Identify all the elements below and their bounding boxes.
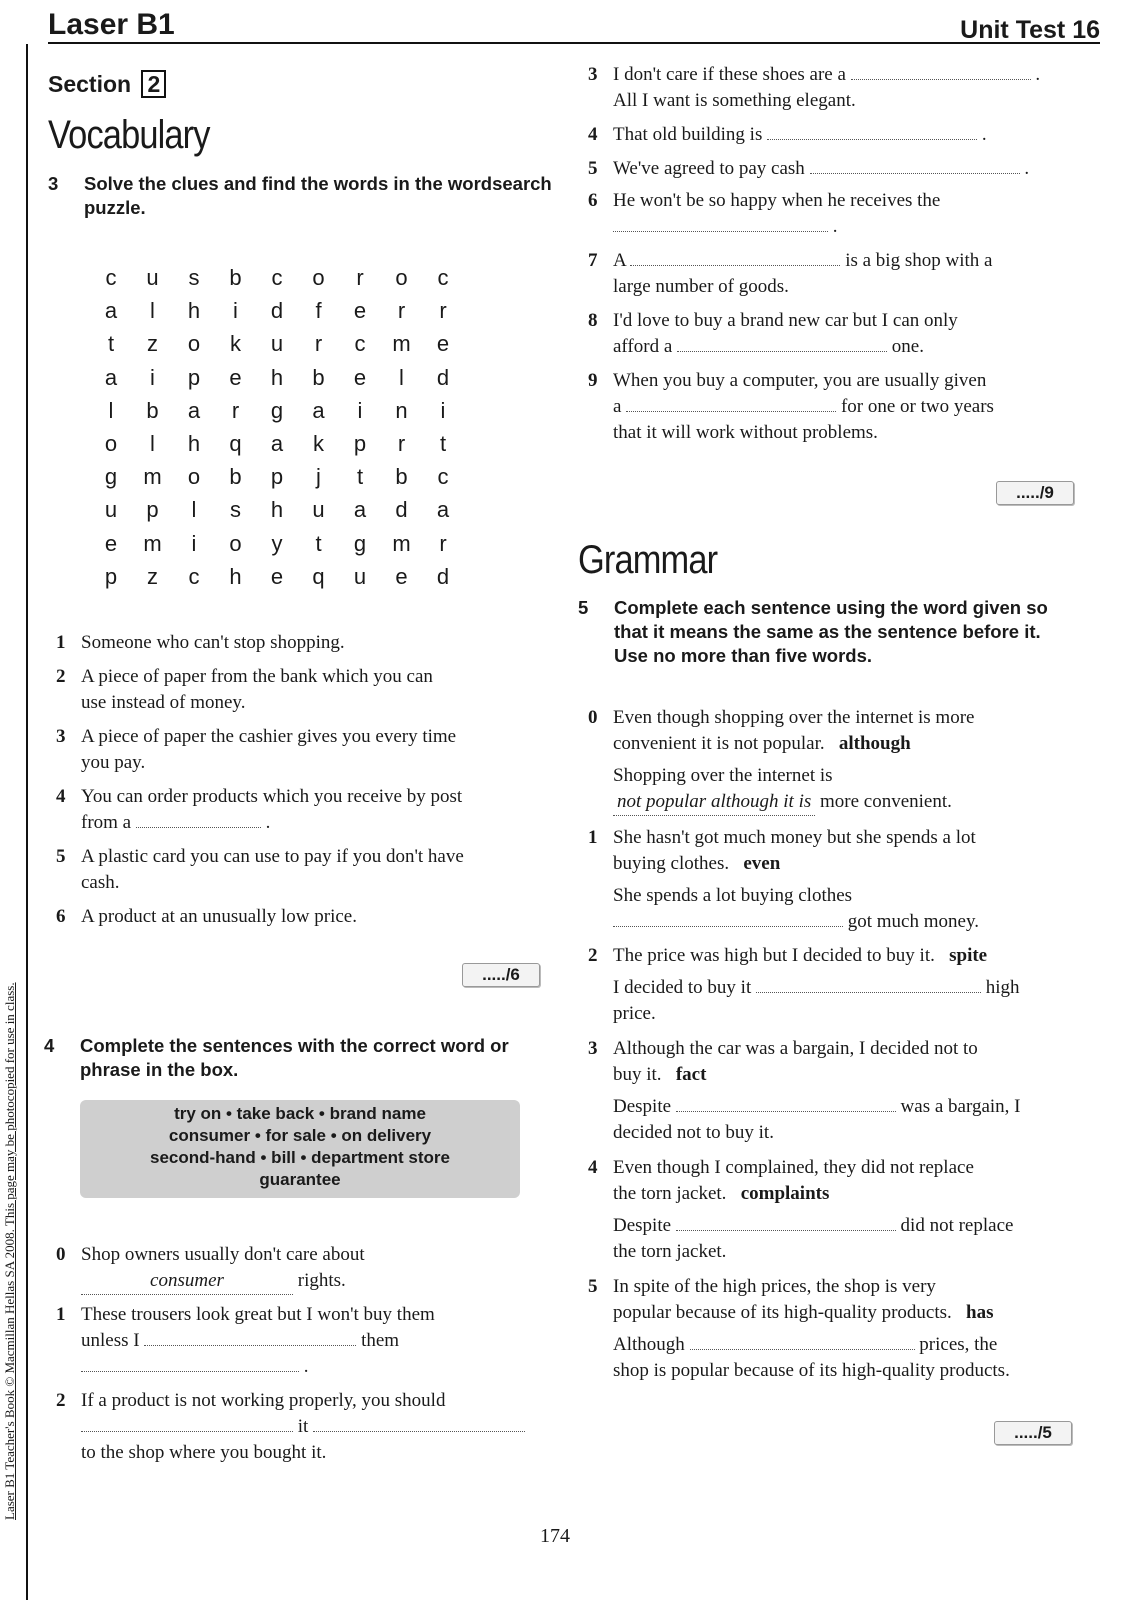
item-number: 1 xyxy=(56,1304,66,1325)
item-fragment: convenient it is not popular. xyxy=(613,733,825,754)
item-text: that it will work without problems. xyxy=(613,422,878,443)
item-fragment: A xyxy=(613,250,626,271)
wordsearch-letter[interactable]: m xyxy=(143,530,162,556)
wordsearch-letter[interactable]: o xyxy=(187,464,201,490)
clue-number: 6 xyxy=(56,906,66,927)
wordsearch-letter[interactable]: e xyxy=(353,298,367,324)
ex5-item-0 xyxy=(588,705,1088,816)
clue-text: You can order products which you receive by post xyxy=(81,786,463,807)
wordsearch-letter[interactable]: l xyxy=(150,298,155,324)
word-box xyxy=(80,1100,520,1198)
wordsearch-letter[interactable]: a xyxy=(104,364,118,390)
item-text xyxy=(613,122,1088,148)
item-text xyxy=(613,156,1088,182)
wordsearch-letter[interactable]: l xyxy=(108,397,114,423)
rewrite-text xyxy=(613,909,1088,935)
answer-blank[interactable] xyxy=(690,1333,915,1350)
word-box-line: second-hand • bill • department store xyxy=(150,1148,450,1167)
wordsearch-letter[interactable]: p xyxy=(187,364,201,390)
score-box-ex3: ...../6 xyxy=(462,963,540,987)
wordsearch-letter[interactable]: u xyxy=(312,497,325,523)
wordsearch-letter[interactable]: e xyxy=(270,563,284,589)
item-text: She hasn't got much money but she spends a lot xyxy=(613,827,976,848)
exercise-number: 5 xyxy=(578,597,589,618)
wordsearch-letter[interactable]: p xyxy=(146,497,159,523)
item-text xyxy=(613,851,1088,877)
answer-blank[interactable] xyxy=(613,910,843,927)
ex5-item-1 xyxy=(588,825,1088,935)
score-box-ex5: ...../5 xyxy=(994,1421,1072,1445)
item-text xyxy=(613,1181,1088,1207)
item-fragment: got much money. xyxy=(847,911,979,932)
item-text xyxy=(613,62,1088,88)
wordsearch-letter[interactable]: r xyxy=(231,397,240,423)
answer-blank[interactable] xyxy=(144,1329,356,1346)
wordsearch-letter[interactable]: t xyxy=(107,331,115,357)
wordsearch-letter[interactable]: g xyxy=(353,530,367,556)
item-number: 2 xyxy=(588,945,598,966)
wordsearch-row xyxy=(96,564,466,597)
wordsearch-letter[interactable]: e xyxy=(436,331,450,357)
item-fragment: buy it. xyxy=(613,1064,662,1085)
wordsearch-letter[interactable]: t xyxy=(439,431,447,456)
clue-number: 1 xyxy=(56,632,66,653)
item-fragment: for one or two years xyxy=(840,396,994,417)
item-text xyxy=(613,334,1088,360)
wordsearch-row xyxy=(96,398,466,431)
item-fragment: Although xyxy=(613,1334,685,1355)
item-text: to the shop where you bought it. xyxy=(81,1442,327,1463)
item-text xyxy=(613,731,1088,757)
wordsearch-row xyxy=(96,464,466,497)
item-number: 8 xyxy=(588,310,598,331)
item-fragment: The price was high but I decided to buy it. xyxy=(613,945,935,966)
wordsearch-letter[interactable]: r xyxy=(397,298,406,324)
rewrite-text: shop is popular because of its high-quality products. xyxy=(613,1360,1010,1381)
item-number: 0 xyxy=(56,1244,66,1265)
clue-4 xyxy=(56,784,556,836)
clue-text: A piece of paper the cashier gives you every time xyxy=(81,726,457,747)
item-number: 3 xyxy=(588,1038,598,1059)
rewrite-text: decided not to buy it. xyxy=(613,1122,774,1143)
clue-number: 5 xyxy=(56,846,66,867)
answer-blank[interactable] xyxy=(676,1095,896,1112)
item-text xyxy=(613,1300,1088,1326)
wordsearch-letter[interactable]: o xyxy=(312,265,325,290)
rewrite-text: the torn jacket. xyxy=(613,1241,727,1262)
item-text: If a product is not working properly, you should xyxy=(81,1390,446,1411)
wordsearch-letter[interactable]: b xyxy=(229,265,242,290)
page-number: 174 xyxy=(540,1525,570,1547)
item-text: I'd love to buy a brand new car but I can only xyxy=(613,310,958,331)
answer-blank[interactable] xyxy=(81,1355,299,1372)
item-number: 5 xyxy=(588,1276,598,1297)
clue-text: Someone who can't stop shopping. xyxy=(81,632,345,653)
vocabulary-heading: Vocabulary xyxy=(48,113,210,157)
rewrite-text: Shopping over the internet is xyxy=(613,765,833,786)
ex5-item-3 xyxy=(588,1036,1088,1146)
wordsearch-letter[interactable]: d xyxy=(436,364,450,390)
wordsearch-letter[interactable]: m xyxy=(143,464,162,490)
section-number: 2 xyxy=(141,70,166,98)
wordsearch-letter[interactable]: m xyxy=(392,530,411,556)
wordsearch-letter[interactable]: o xyxy=(395,265,408,290)
wordsearch-row xyxy=(96,431,466,464)
wordsearch-letter[interactable]: i xyxy=(191,530,197,556)
book-title: Laser B1 xyxy=(48,8,175,41)
wordsearch-letter[interactable]: c xyxy=(437,265,449,290)
wordsearch-row xyxy=(96,265,466,298)
clue-text: A piece of paper from the bank which you can xyxy=(81,666,433,687)
ex4-item-9 xyxy=(588,368,1088,446)
clue-3 xyxy=(56,724,556,776)
clue-text: A plastic card you can use to pay if you don't have xyxy=(81,846,464,867)
ex4-item-7 xyxy=(588,248,1088,300)
score-box-ex4: ...../9 xyxy=(996,481,1074,505)
copyright-note: Laser B1 Teacher's Book © Macmillan Hellas SA 2008. This page may be photocopied for use in class. xyxy=(2,982,17,1520)
word-box-line: consumer • for sale • on delivery xyxy=(168,1126,432,1145)
word-box-line: try on • take back • brand name xyxy=(174,1104,426,1123)
key-word: although xyxy=(838,733,911,754)
wordsearch-letter[interactable]: z xyxy=(147,563,158,589)
word-box-line: guarantee xyxy=(259,1170,341,1189)
wordsearch-letter[interactable]: b xyxy=(146,397,159,423)
rewrite-text xyxy=(613,1332,1088,1358)
wordsearch-letter[interactable]: q xyxy=(312,563,325,589)
answer-blank[interactable] xyxy=(676,1214,896,1231)
wordsearch-letter[interactable]: p xyxy=(353,431,367,456)
item-fragment: . xyxy=(303,1356,309,1377)
key-word: has xyxy=(966,1302,994,1323)
wordsearch-letter[interactable]: t xyxy=(315,530,322,556)
answer-blank[interactable] xyxy=(810,157,1020,174)
wordsearch-letter[interactable]: s xyxy=(230,497,241,523)
answer-blank[interactable] xyxy=(756,976,981,993)
wordsearch-letter[interactable]: u xyxy=(146,265,159,290)
item-fragment: it xyxy=(297,1416,309,1437)
wordsearch-letter[interactable]: h xyxy=(187,431,201,456)
answer-blank[interactable] xyxy=(136,811,261,828)
wordsearch-letter[interactable]: l xyxy=(150,431,155,456)
answer-blank[interactable] xyxy=(313,1415,525,1432)
wordsearch-letter[interactable]: r xyxy=(439,298,447,324)
item-fragment: is a big shop with a xyxy=(845,250,993,271)
item-fragment: . xyxy=(981,124,987,145)
ex5-item-2 xyxy=(588,943,1088,1027)
clue-number: 2 xyxy=(56,666,66,687)
key-word: fact xyxy=(675,1064,707,1085)
wordsearch-letter[interactable]: n xyxy=(395,397,408,423)
instruction-text: Solve the clues and find the words in the wordsearch puzzle. xyxy=(84,173,552,218)
wordsearch-row xyxy=(96,331,466,364)
item-fragment: the torn jacket. xyxy=(613,1183,727,1204)
rewrite-text xyxy=(613,1094,1088,1120)
item-text xyxy=(81,1328,556,1354)
key-word: complaints xyxy=(740,1183,830,1204)
item-fragment: Despite xyxy=(613,1215,672,1236)
wordsearch-letter[interactable]: o xyxy=(229,530,242,556)
item-fragment: I decided to buy it xyxy=(613,977,752,998)
clue-fragment: . xyxy=(265,812,271,833)
wordsearch-letter[interactable]: a xyxy=(104,298,118,324)
example-answer: not popular although it is xyxy=(613,789,815,816)
item-text xyxy=(81,1414,556,1440)
item-text: Even though I complained, they did not replace xyxy=(613,1157,974,1178)
item-fragment: rights. xyxy=(297,1270,346,1291)
wordsearch-row xyxy=(96,531,466,564)
wordsearch-letter[interactable]: j xyxy=(316,464,321,490)
wordsearch-letter[interactable]: h xyxy=(229,563,242,589)
item-fragment: popular because of its high-quality products. xyxy=(613,1302,952,1323)
ex4-item-3 xyxy=(588,62,1088,114)
wordsearch-letter[interactable]: d xyxy=(436,563,450,589)
item-fragment: afford a xyxy=(613,336,673,357)
exercise-3-instruction xyxy=(48,172,558,220)
wordsearch-letter[interactable]: i xyxy=(440,397,446,423)
ex4-item-8 xyxy=(588,308,1088,360)
rewrite-text xyxy=(613,789,1088,816)
item-fragment: more convenient. xyxy=(820,791,952,812)
wordsearch-letter[interactable]: m xyxy=(392,331,411,357)
wordsearch-letter[interactable]: a xyxy=(353,497,367,523)
example-answer: consumer xyxy=(81,1268,293,1295)
wordsearch-letter[interactable]: a xyxy=(312,397,325,423)
ex4-item-6 xyxy=(588,188,1088,240)
wordsearch-letter[interactable]: i xyxy=(150,364,155,390)
ex4-item-0 xyxy=(56,1242,556,1295)
wordsearch-letter[interactable]: p xyxy=(270,464,284,490)
wordsearch-letter[interactable]: c xyxy=(271,265,283,290)
answer-blank[interactable] xyxy=(613,215,828,232)
item-number: 4 xyxy=(588,124,598,145)
item-text: Shop owners usually don't care about xyxy=(81,1244,365,1265)
clue-1 xyxy=(56,630,556,656)
clue-5 xyxy=(56,844,556,896)
clue-number: 4 xyxy=(56,786,66,807)
page-header xyxy=(48,6,1100,44)
wordsearch-letter[interactable]: u xyxy=(104,497,118,523)
key-word: even xyxy=(743,853,781,874)
clue-number: 3 xyxy=(56,726,66,747)
item-fragment: I don't care if these shoes are a xyxy=(613,64,846,85)
wordsearch-letter[interactable]: r xyxy=(314,331,323,357)
ex5-item-5 xyxy=(588,1274,1088,1384)
item-fragment: That old building is xyxy=(613,124,763,145)
item-fragment: We've agreed to pay cash xyxy=(613,158,805,179)
wordsearch-row xyxy=(96,365,466,398)
wordsearch-letter[interactable]: e xyxy=(104,530,118,556)
item-fragment: . xyxy=(1024,158,1030,179)
wordsearch-letter[interactable]: d xyxy=(395,497,408,523)
wordsearch-letter[interactable]: r xyxy=(439,530,447,556)
wordsearch-row xyxy=(96,298,466,331)
item-fragment: . xyxy=(832,216,838,237)
answer-blank[interactable] xyxy=(677,335,887,352)
item-number: 9 xyxy=(588,370,598,391)
instruction-text: Complete the sentences with the correct word or phrase in the box. xyxy=(80,1035,509,1080)
clue-text xyxy=(81,810,556,836)
wordsearch-letter[interactable]: i xyxy=(233,298,238,324)
item-text xyxy=(81,1354,556,1380)
item-number: 0 xyxy=(588,707,598,728)
wordsearch-letter[interactable]: c xyxy=(188,563,200,589)
item-number: 5 xyxy=(588,158,598,179)
rewrite-text xyxy=(613,1213,1088,1239)
section-text: Section xyxy=(48,71,132,97)
wordsearch-letter[interactable]: u xyxy=(353,563,367,589)
item-text: These trousers look great but I won't buy them xyxy=(81,1304,435,1325)
wordsearch-letter[interactable]: d xyxy=(270,298,284,324)
item-fragment: . xyxy=(1035,64,1041,85)
wordsearch-letter[interactable]: o xyxy=(187,331,201,357)
item-text: He won't be so happy when he receives the xyxy=(613,190,941,211)
wordsearch-letter[interactable]: g xyxy=(104,464,118,490)
item-text xyxy=(613,394,1088,420)
item-text xyxy=(81,1268,556,1295)
answer-blank[interactable] xyxy=(630,249,840,266)
wordsearch-letter[interactable]: u xyxy=(270,331,284,357)
wordsearch-letter[interactable]: i xyxy=(357,397,363,423)
answer-blank[interactable] xyxy=(767,123,977,140)
wordsearch-letter[interactable]: q xyxy=(229,431,242,456)
wordsearch-letter[interactable]: e xyxy=(229,364,242,390)
item-text: Even though shopping over the internet is more xyxy=(613,707,975,728)
wordsearch-letter[interactable]: b xyxy=(395,464,408,490)
item-fragment: high xyxy=(985,977,1020,998)
wordsearch-letter[interactable]: a xyxy=(436,497,450,523)
item-fragment: one. xyxy=(891,336,924,357)
key-word: spite xyxy=(949,945,988,966)
wordsearch-letter[interactable]: k xyxy=(313,431,324,456)
item-fragment: prices, the xyxy=(919,1334,998,1355)
wordsearch-row xyxy=(96,497,466,530)
wordsearch-letter[interactable]: r xyxy=(356,265,364,290)
exercise-4-instruction xyxy=(44,1034,524,1082)
section-label xyxy=(48,70,166,98)
item-text: When you buy a computer, you are usually given xyxy=(613,370,987,391)
clue-text: you pay. xyxy=(81,752,146,773)
wordsearch-letter[interactable]: r xyxy=(397,431,406,456)
instruction-text: Complete each sentence using the word given so that it means the same as the sentence before it. Use no more than five words. xyxy=(614,597,1048,666)
rewrite-text: She spends a lot buying clothes xyxy=(613,885,853,906)
item-text: large number of goods. xyxy=(613,276,789,297)
rewrite-text: price. xyxy=(613,1003,656,1024)
answer-blank[interactable] xyxy=(81,1415,293,1432)
item-fragment: was a bargain, I xyxy=(900,1096,1021,1117)
wordsearch-letter[interactable]: c xyxy=(354,331,366,357)
item-text: Although the car was a bargain, I decided not to xyxy=(613,1038,978,1059)
exercise-number: 3 xyxy=(48,173,59,194)
item-fragment: buying clothes. xyxy=(613,853,730,874)
clue-fragment: from a xyxy=(81,812,132,833)
item-number: 6 xyxy=(588,190,598,211)
ex5-item-4 xyxy=(588,1155,1088,1265)
wordsearch-letter[interactable]: l xyxy=(191,497,197,523)
wordsearch-letter[interactable]: h xyxy=(187,298,201,324)
unit-title: Unit Test 16 xyxy=(960,16,1100,44)
wordsearch-letter[interactable]: s xyxy=(188,265,200,290)
wordsearch-letter[interactable]: p xyxy=(104,563,118,589)
wordsearch-letter[interactable]: h xyxy=(270,497,284,523)
item-text: All I want is something elegant. xyxy=(613,90,856,111)
clue-text: A product at an unusually low price. xyxy=(81,906,357,927)
clue-text: cash. xyxy=(81,872,120,893)
ex4-item-2 xyxy=(56,1388,556,1466)
wordsearch-letter[interactable]: c xyxy=(437,464,449,490)
wordsearch-letter[interactable]: l xyxy=(399,364,404,390)
answer-blank[interactable] xyxy=(626,395,836,412)
wordsearch-letter[interactable]: h xyxy=(270,364,284,390)
item-number: 7 xyxy=(588,250,598,271)
item-number: 2 xyxy=(56,1390,66,1411)
item-number: 4 xyxy=(588,1157,598,1178)
answer-blank[interactable] xyxy=(851,63,1031,80)
item-text xyxy=(613,943,1088,969)
ex4-item-1 xyxy=(56,1302,556,1380)
item-number: 1 xyxy=(588,827,598,848)
wordsearch-letter[interactable]: t xyxy=(356,464,364,490)
wordsearch-letter[interactable]: e xyxy=(395,563,408,589)
wordsearch-letter[interactable]: c xyxy=(105,265,117,290)
exercise-number: 4 xyxy=(44,1035,55,1056)
margin-rule xyxy=(26,44,28,1600)
wordsearch-letter[interactable]: g xyxy=(270,397,284,423)
wordsearch-letter[interactable]: k xyxy=(230,331,241,357)
wordsearch-letter[interactable]: z xyxy=(147,331,158,357)
item-text xyxy=(613,248,1088,274)
item-text: In spite of the high prices, the shop is very xyxy=(613,1276,936,1297)
wordsearch-letter[interactable]: y xyxy=(271,530,283,556)
wordsearch-letter[interactable]: a xyxy=(187,397,201,423)
grammar-heading: Grammar xyxy=(578,538,718,582)
wordsearch-letter[interactable]: e xyxy=(353,364,367,390)
item-fragment: unless I xyxy=(81,1330,140,1351)
item-fragment: them xyxy=(361,1330,400,1351)
item-fragment: did not replace xyxy=(900,1215,1014,1236)
item-text xyxy=(613,214,1088,240)
clue-2 xyxy=(56,664,556,716)
ex4-item-5 xyxy=(588,156,1088,182)
clue-text: use instead of money. xyxy=(81,692,246,713)
wordsearch-letter[interactable]: o xyxy=(104,431,118,456)
item-fragment: Despite xyxy=(613,1096,672,1117)
wordsearch-letter[interactable]: b xyxy=(312,364,325,390)
item-number: 3 xyxy=(588,64,598,85)
wordsearch-letter[interactable]: a xyxy=(270,431,284,456)
item-text xyxy=(613,1062,1088,1088)
wordsearch-letter[interactable]: f xyxy=(315,298,322,324)
rewrite-text xyxy=(613,975,1088,1001)
ex4-item-4 xyxy=(588,122,1088,148)
wordsearch-letter[interactable]: b xyxy=(229,464,242,490)
item-fragment: a xyxy=(613,396,622,417)
clue-6 xyxy=(56,904,556,930)
exercise-5-instruction xyxy=(578,596,1078,668)
